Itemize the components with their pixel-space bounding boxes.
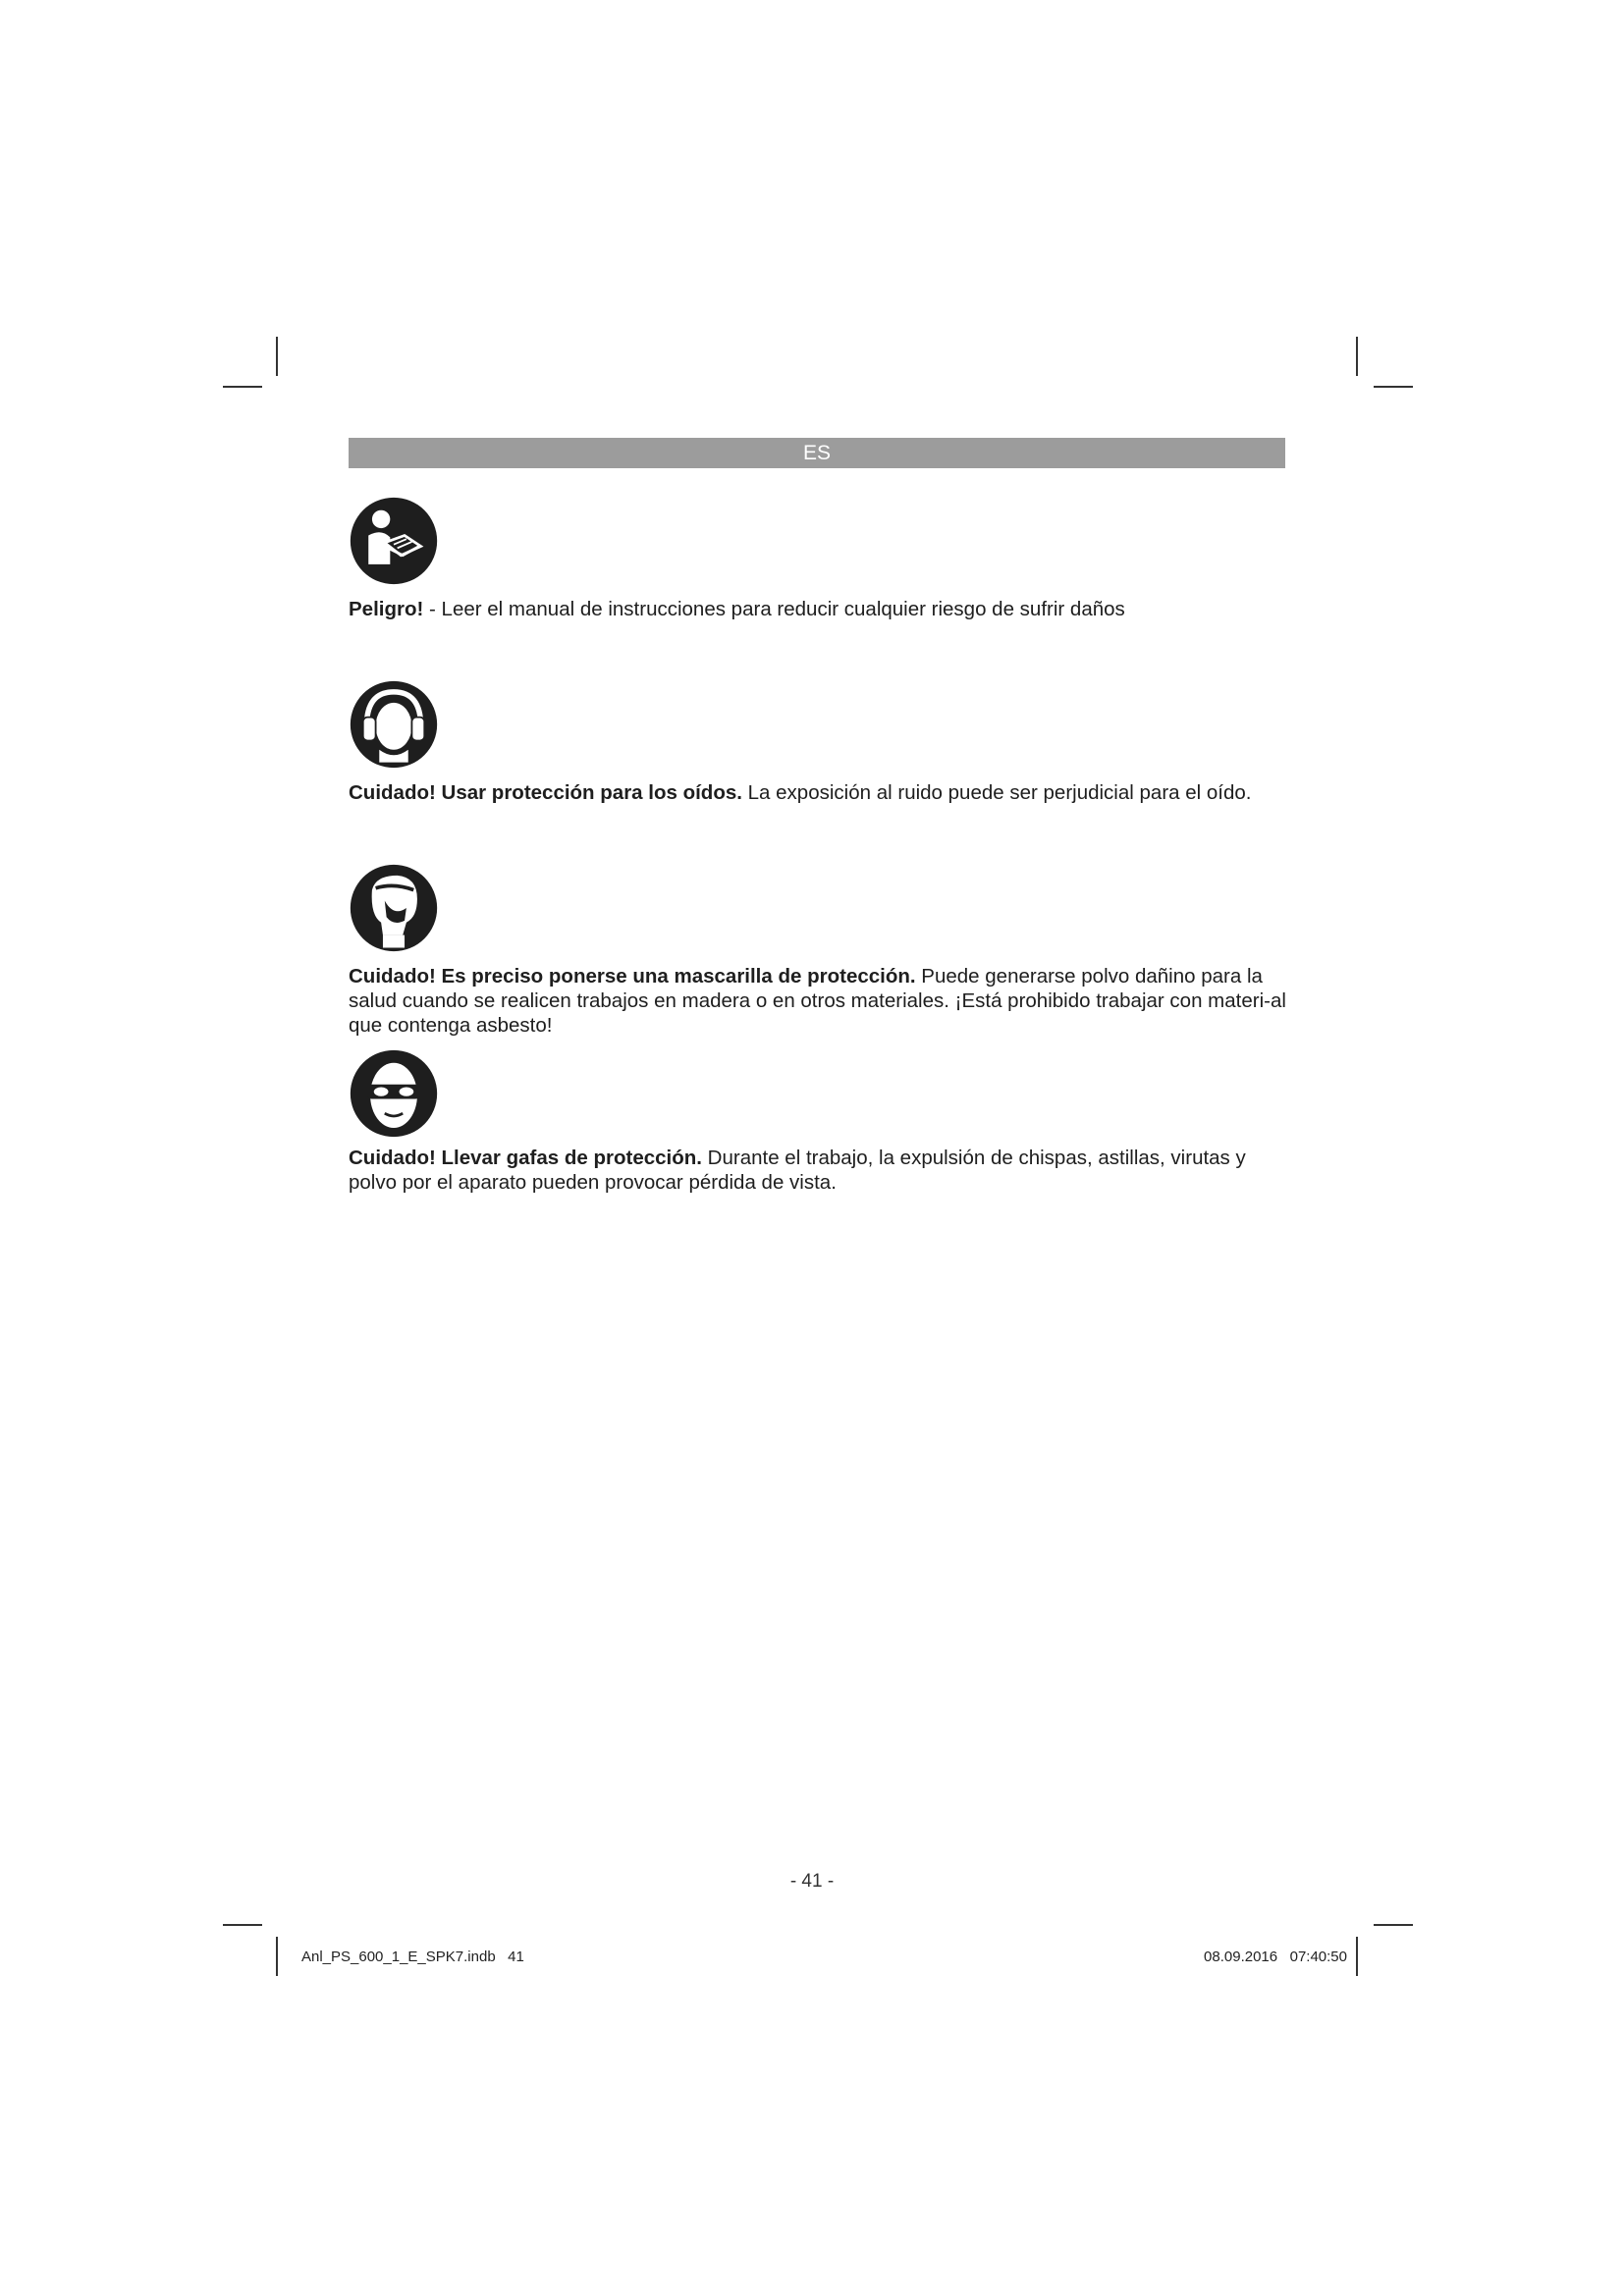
crop-mark xyxy=(276,337,278,376)
crop-mark xyxy=(223,1924,262,1926)
warning-body: La exposición al ruido puede ser perjudicial para el oído. xyxy=(747,781,1252,804)
warning-title: Peligro! xyxy=(349,598,424,620)
page-number: - 41 - xyxy=(789,1871,835,1892)
crop-mark xyxy=(276,1937,278,1976)
file-name: Anl_PS_600_1_E_SPK7.indb 41 xyxy=(301,1949,524,1965)
crop-mark xyxy=(1374,1924,1413,1926)
warning-title: Cuidado! Es preciso ponerse una mascarilla de protección. xyxy=(349,965,916,988)
warning-title: Cuidado! Usar protección para los oídos. xyxy=(349,781,742,804)
warning-dust-mask xyxy=(349,964,1291,1038)
warning-read-manual xyxy=(349,597,1291,621)
warning-body: Durante el trabajo, la expulsión de chispas, astillas, virutas y polvo por el aparato pueden provocar pérdida de vista. xyxy=(349,1147,1246,1194)
safety-goggles-icon xyxy=(349,1048,439,1139)
crop-mark xyxy=(1374,386,1413,388)
read-manual-icon xyxy=(349,496,439,586)
warning-body: Puede generarse polvo dañino para la salud cuando se realicen trabajos en madera o en otros materiales. ¡Está prohibido trabajar con materi-al que contenga asbesto! xyxy=(349,965,1286,1037)
warning-body: - Leer el manual de instrucciones para reducir cualquier riesgo de sufrir daños xyxy=(423,598,1125,620)
crop-mark xyxy=(223,386,262,388)
ear-protection-icon xyxy=(349,679,439,770)
crop-mark xyxy=(1356,337,1358,376)
warning-safety-goggles xyxy=(349,1146,1291,1195)
crop-mark xyxy=(1356,1937,1358,1976)
warning-ear-protection xyxy=(349,780,1291,805)
dust-mask-icon xyxy=(349,863,439,953)
language-header: ES xyxy=(349,438,1285,468)
print-timestamp: 08.09.2016 07:40:50 xyxy=(1204,1949,1347,1965)
warning-title: Cuidado! Llevar gafas de protección. xyxy=(349,1147,702,1169)
